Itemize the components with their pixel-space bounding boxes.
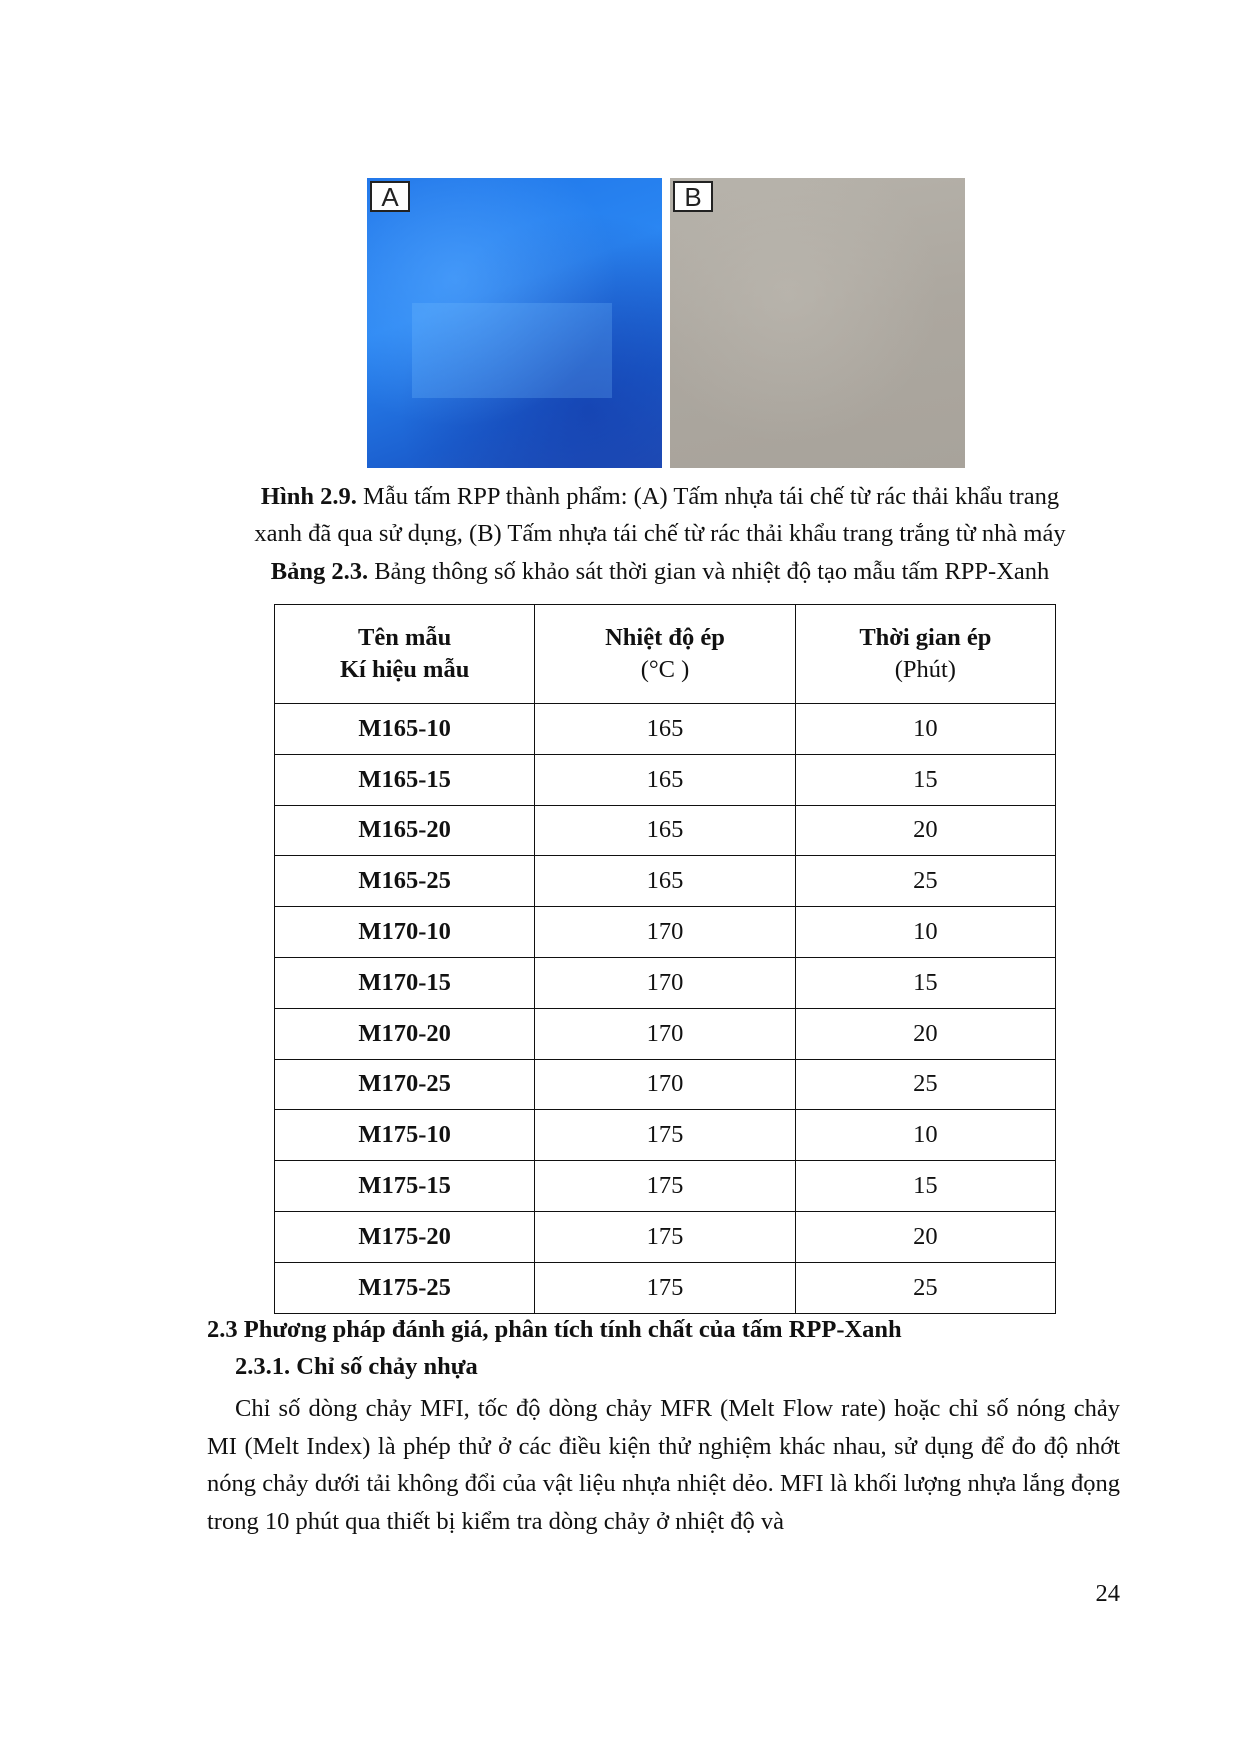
cell-temperature: 170	[535, 1059, 795, 1110]
cell-time: 15	[795, 957, 1055, 1008]
table-row	[275, 856, 1056, 907]
cell-sample-id: M175-20	[275, 1211, 535, 1262]
table-row	[275, 1059, 1056, 1110]
figure-caption-label: Hình 2.9.	[260, 483, 357, 510]
table-caption	[205, 553, 1115, 590]
cell-sample-id: M175-15	[275, 1161, 535, 1212]
panel-label-a: A	[370, 181, 410, 212]
cell-time: 25	[795, 856, 1055, 907]
figure-caption-line2: xanh đã qua sử dụng, (B) Tấm nhựa tái chế từ rác thải khẩu trang trắng từ nhà máy	[254, 520, 1066, 547]
header-press-time: Thời gian ép (Phút)	[795, 605, 1055, 704]
cell-temperature: 170	[535, 907, 795, 958]
table-caption-text: Bảng thông số khảo sát thời gian và nhiệt độ tạo mẫu tấm RPP-Xanh	[374, 558, 1050, 585]
parameters-table	[274, 604, 1056, 1314]
cell-time: 25	[795, 1059, 1055, 1110]
table-row	[275, 1110, 1056, 1161]
section-heading: 2.3 Phương pháp đánh giá, phân tích tính chất của tấm RPP-Xanh	[207, 1316, 902, 1343]
cell-time: 10	[795, 907, 1055, 958]
cell-time: 10	[795, 704, 1055, 755]
table-row	[275, 754, 1056, 805]
cell-temperature: 165	[535, 704, 795, 755]
cell-temperature: 165	[535, 805, 795, 856]
table-row	[275, 1262, 1056, 1313]
table-row	[275, 957, 1056, 1008]
cell-sample-id: M170-10	[275, 907, 535, 958]
header-sample-name: Tên mẫu Kí hiệu mẫu	[275, 605, 535, 704]
subsection-heading: 2.3.1. Chỉ số chảy nhựa	[235, 1353, 478, 1380]
cell-time: 20	[795, 805, 1055, 856]
table-caption-label: Bảng 2.3.	[270, 558, 369, 585]
table-row	[275, 805, 1056, 856]
cell-sample-id: M170-25	[275, 1059, 535, 1110]
cell-temperature: 170	[535, 1008, 795, 1059]
cell-sample-id: M170-20	[275, 1008, 535, 1059]
photo-blue-rpp-sheet	[367, 178, 662, 468]
cell-sample-id: M165-10	[275, 704, 535, 755]
figure-caption-line1: Mẫu tấm RPP thành phẩm: (A) Tấm nhựa tái chế từ rác thải khẩu trang	[363, 483, 1060, 510]
cell-temperature: 175	[535, 1211, 795, 1262]
body-paragraph: Chỉ số dòng chảy MFI, tốc độ dòng chảy MFR (Melt Flow rate) hoặc chỉ số nóng chảy MI (Melt Index) là phép thử ở các điều kiện thử nghiệm khác nhau, sử dụng để đo độ nhớt nóng chảy dưới tải không đổi của vật liệu nhựa nhiệt dẻo. MFI là khối lượng nhựa lắng đọng trong 10 phút qua thiết bị kiểm tra dòng chảy ở nhiệt độ và	[207, 1395, 1120, 1535]
cell-temperature: 175	[535, 1110, 795, 1161]
table-row	[275, 704, 1056, 755]
cell-sample-id: M165-15	[275, 754, 535, 805]
page-number: 24	[1095, 1580, 1120, 1607]
cell-time: 15	[795, 1161, 1055, 1212]
panel-label-b: B	[673, 181, 713, 212]
table-row	[275, 1211, 1056, 1262]
cell-temperature: 175	[535, 1262, 795, 1313]
figure-caption	[205, 478, 1115, 552]
cell-temperature: 165	[535, 856, 795, 907]
table-row	[275, 1008, 1056, 1059]
cell-sample-id: M175-25	[275, 1262, 535, 1313]
table-header-row	[275, 605, 1056, 704]
cell-temperature: 165	[535, 754, 795, 805]
cell-temperature: 170	[535, 957, 795, 1008]
cell-time: 25	[795, 1262, 1055, 1313]
cell-time: 15	[795, 754, 1055, 805]
cell-temperature: 175	[535, 1161, 795, 1212]
figure-2-9	[367, 178, 965, 468]
cell-sample-id: M165-20	[275, 805, 535, 856]
cell-time: 10	[795, 1110, 1055, 1161]
cell-sample-id: M170-15	[275, 957, 535, 1008]
cell-sample-id: M175-10	[275, 1110, 535, 1161]
header-press-temperature: Nhiệt độ ép (°C )	[535, 605, 795, 704]
photo-white-rpp-sheet	[670, 178, 965, 468]
cell-sample-id: M165-25	[275, 856, 535, 907]
cell-time: 20	[795, 1008, 1055, 1059]
table-row	[275, 1161, 1056, 1212]
cell-time: 20	[795, 1211, 1055, 1262]
table-row	[275, 907, 1056, 958]
